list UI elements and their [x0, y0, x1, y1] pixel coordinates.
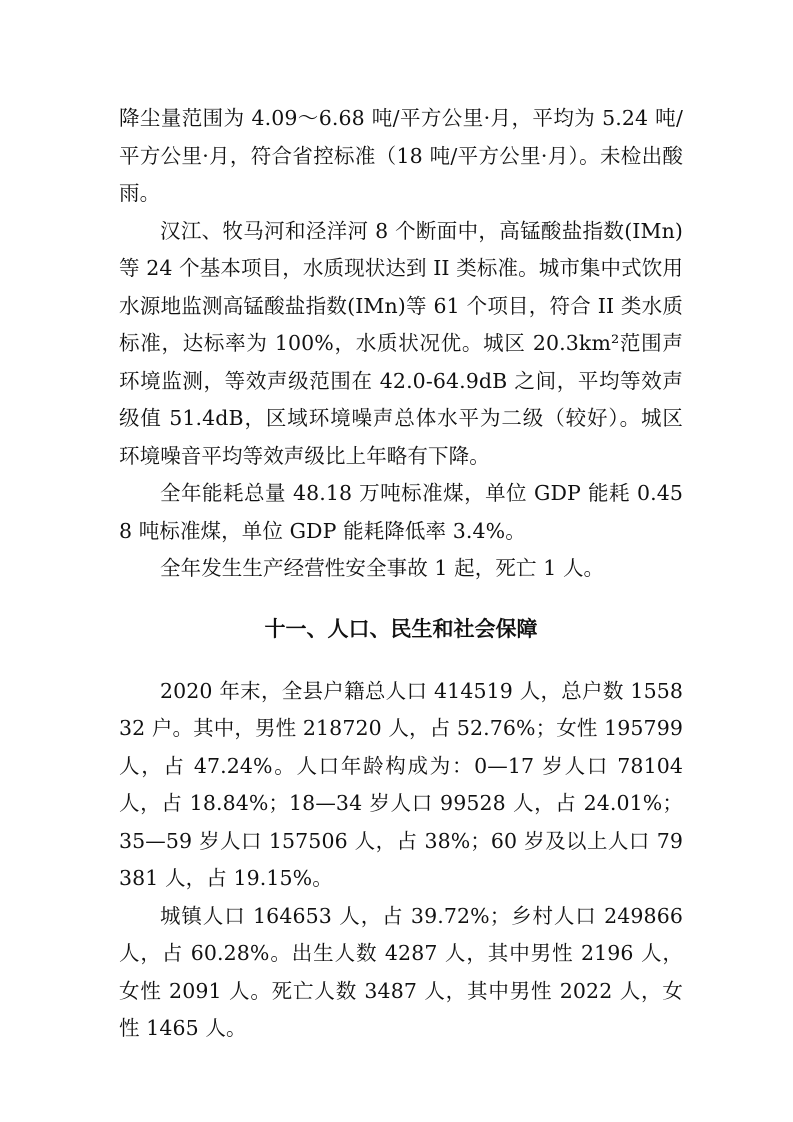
paragraph-dustfall: 降尘量范围为 4.09～6.68 吨/平方公里·月，平均为 5.24 吨/平方公里·月，符合省控标准（18 吨/平方公里·月）。未检出酸雨。 — [119, 106, 683, 205]
paragraph-urban-rural: 城镇人口 164653 人，占 39.72%；乡村人口 249866 人，占 60.28%。出生人数 4287 人，其中男性 2196 人，女性 2091 人。死亡人数 3487 人，其中男性 2022 人，女性 1465 人。 — [119, 903, 683, 1040]
section-heading: 十一、人口、民生和社会保障 — [264, 616, 538, 641]
paragraph-safety: 全年发生生产经营性安全事故 1 起，死亡 1 人。 — [160, 556, 605, 580]
document-body — [119, 100, 683, 1048]
paragraph-water-noise: 汉江、牧马河和泾洋河 8 个断面中，高锰酸盐指数(IMn) 等 24 个基本项目，水质现状达到 II 类标准。城市集中式饮用水源地监测高锰酸盐指数(IMn)等 61 个项目，符合 II 类水质标准，达标率为 100%，水质状况优。城区 20.3km²范围声环境监测，等效声级范围在 42.0-64.9dB 之间，平均等效声级值 51.4dB，区域环境噪声总体水平为二级（较好）。城区环境噪音平均等效声级比上年略有下降。 — [119, 218, 683, 468]
paragraph-population: 2020 年末，全县户籍总人口 414519 人，总户数 155832 户。其中，男性 218720 人，占 52.76%；女性 195799 人，占 47.24%。人口年龄构成为：0—17 岁人口 78104 人，占 18.84%；18—34 岁人口 99528 人，占 24.01%；35—59 岁人口 157506 人，占 38%；60 岁及以上人口 79381 人，占 19.15%。 — [119, 678, 683, 890]
paragraph-energy: 全年能耗总量 48.18 万吨标准煤，单位 GDP 能耗 0.458 吨标准煤，单位 GDP 能耗降低率 3.4%。 — [119, 481, 683, 543]
